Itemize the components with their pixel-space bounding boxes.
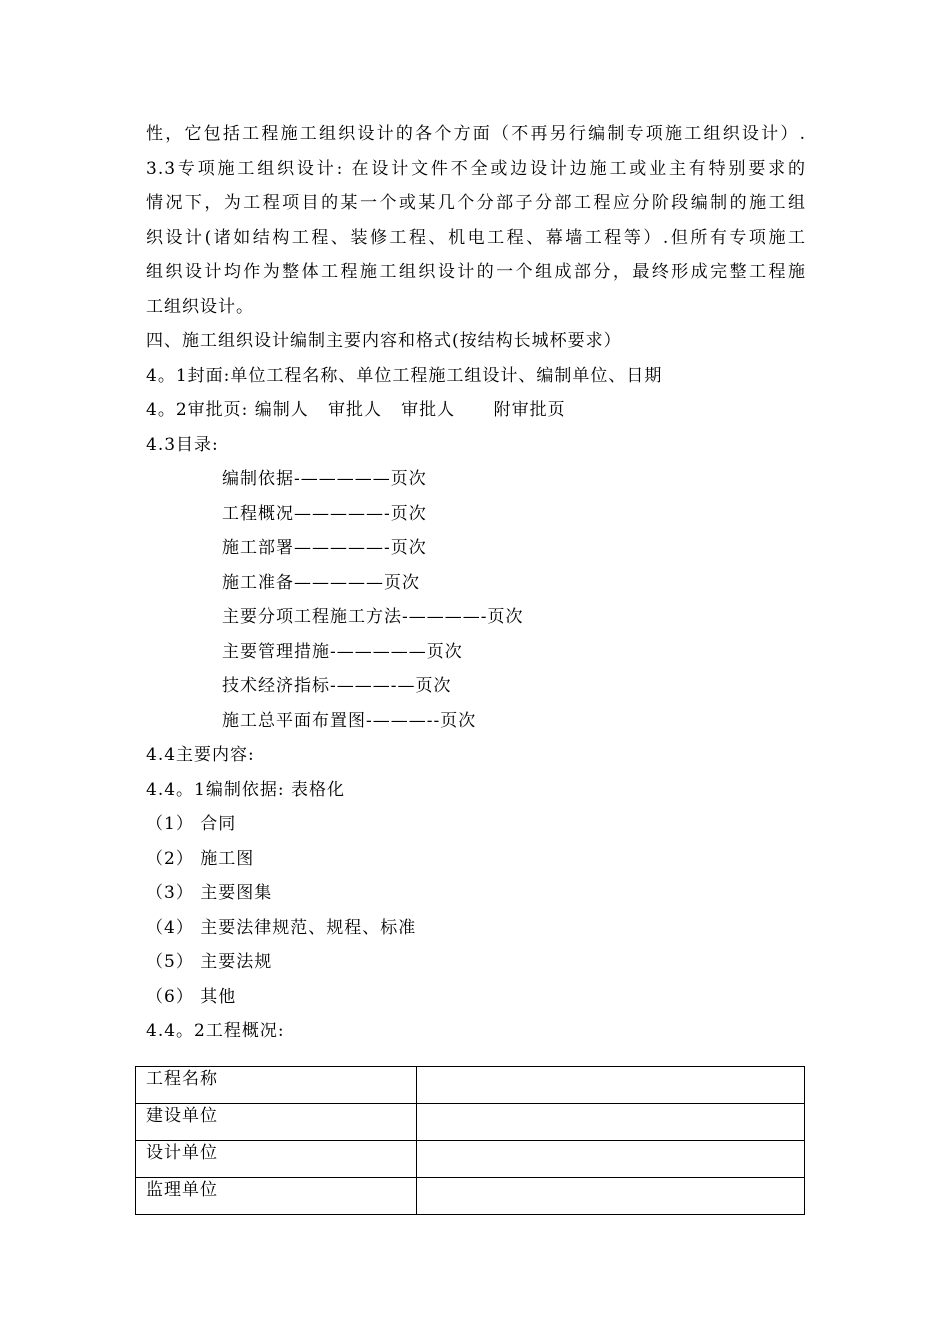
paragraph-line: 4。1封面:单位工程名称、单位工程施工组设计、编制单位、日期 — [146, 366, 663, 386]
table-row — [136, 1067, 805, 1104]
table-row — [136, 1178, 805, 1215]
toc-item: 施工准备—————页次 — [222, 573, 420, 593]
list-item: （2） 施工图 — [146, 849, 255, 869]
toc-item: 工程概况—————-页次 — [222, 504, 427, 524]
list-item: （1） 合同 — [146, 814, 237, 834]
table-cell-label: 建设单位 — [136, 1104, 417, 1141]
toc-item: 编制依据-—————页次 — [222, 469, 427, 489]
paragraph-line: 3.3专项施工组织设计: 在设计文件不全或边设计边施工或业主有特别要求的 — [146, 159, 806, 179]
toc-item: 主要分项工程施工方法-————-页次 — [222, 607, 524, 627]
list-item: （4） 主要法律规范、规程、标准 — [146, 918, 417, 938]
section-heading: 4.4。2工程概况: — [146, 1021, 285, 1041]
toc-item: 主要管理措施-—————页次 — [222, 642, 463, 662]
paragraph-line: 4.3目录: — [146, 435, 219, 455]
project-overview-table — [135, 1066, 805, 1215]
paragraph-line: 工组织设计。 — [146, 297, 254, 317]
paragraph-line: 性，它包括工程施工组织设计的各个方面（不再另行编制专项施工组织设计）. — [146, 124, 806, 144]
paragraph-line: 组织设计均作为整体工程施工组织设计的一个组成部分，最终形成完整工程施 — [146, 262, 806, 282]
table-cell-value — [417, 1178, 805, 1215]
section-heading: 4.4。1编制依据: 表格化 — [146, 780, 345, 800]
list-item: （6） 其他 — [146, 987, 237, 1007]
toc-item: 施工总平面布置图-———--页次 — [222, 711, 477, 731]
list-item: （5） 主要法规 — [146, 952, 273, 972]
paragraph-line: 4。2审批页: 编制人 审批人 审批人 附审批页 — [146, 400, 566, 420]
table-cell-label: 工程名称 — [136, 1067, 417, 1104]
table-cell-label: 监理单位 — [136, 1178, 417, 1215]
table-row — [136, 1104, 805, 1141]
table-cell-value — [417, 1067, 805, 1104]
toc-item: 技术经济指标-———-—页次 — [222, 676, 452, 696]
table-row — [136, 1141, 805, 1178]
paragraph-line: 织设计(诸如结构工程、装修工程、机电工程、幕墙工程等）.但所有专项施工 — [146, 228, 806, 248]
table-cell-value — [417, 1104, 805, 1141]
table-cell-label: 设计单位 — [136, 1141, 417, 1178]
section-heading: 4.4主要内容: — [146, 745, 255, 765]
toc-item: 施工部署—————-页次 — [222, 538, 427, 558]
table-cell-value — [417, 1141, 805, 1178]
section-heading: 四、施工组织设计编制主要内容和格式(按结构长城杯要求） — [146, 331, 622, 351]
list-item: （3） 主要图集 — [146, 883, 273, 903]
paragraph-line: 情况下，为工程项目的某一个或某几个分部子分部工程应分阶段编制的施工组 — [146, 193, 806, 213]
